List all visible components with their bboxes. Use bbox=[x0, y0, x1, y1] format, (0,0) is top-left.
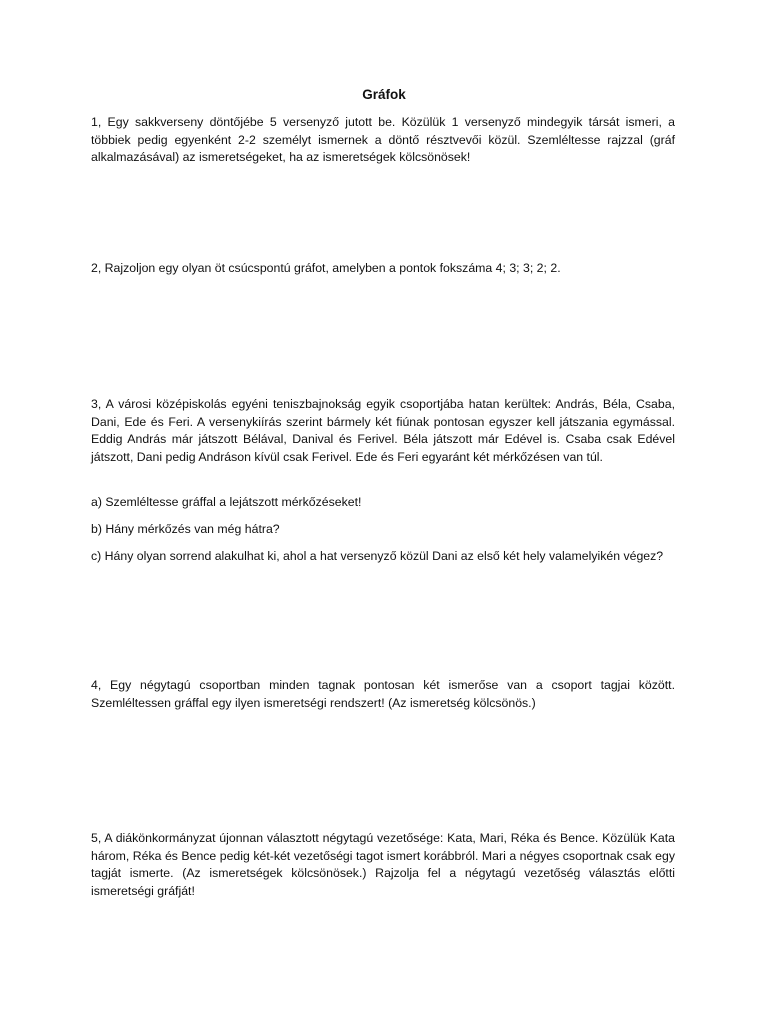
question-3a: a) Szemléltesse gráffal a lejátszott mérkőzéseket! bbox=[91, 495, 362, 509]
question-3b: b) Hány mérkőzés van még hátra? bbox=[91, 522, 280, 536]
question-4: 4, Egy négytagú csoportban minden tagnak pontosan két ismerőse van a csoport tagjai között. Szemléltessen gráffal egy ilyen ismeretségi rendszert! (Az ismeretség kölcsönös.) bbox=[91, 678, 675, 710]
question-3c: c) Hány olyan sorrend alakulhat ki, ahol a hat versenyző közül Dani az első két hely valamelyikén végez? bbox=[91, 549, 664, 563]
question-5: 5, A diákönkormányzat újonnan választott négytagú vezetősége: Kata, Mari, Réka és Bence. Közülük Kata három, Réka és Bence pedig két-két vezetőségi tagot ismert korábbról. Mari a négyes csoportnak csak egy tagját ismerte. (Az ismeretségek kölcsönösek.) Rajzolja fel a négytagú vezetőség választás előtti ismeretségi gráfját! bbox=[91, 831, 675, 898]
question-1: 1, Egy sakkverseny döntőjébe 5 versenyző jutott be. Közülük 1 versenyző mindegyik társát ismeri, a többiek pedig egyenként 2-2 személyt ismernek a döntő résztvevői közül. Szemléltesse rajzzal (gráf alkalmazásával) az ismeretségeket, ha az ismeretségek kölcsönösek! bbox=[91, 115, 675, 165]
page-title: Gráfok bbox=[362, 87, 406, 102]
question-3: 3, A városi középiskolás egyéni teniszbajnokság egyik csoportjába hatan kerültek: András, Béla, Csaba, Dani, Ede és Feri. A versenykiírás szerint bármely két fiúnak pontosan egyszer kell játszania egymással. Eddig András már játszott Bélával, Danival és Ferivel. Béla játszott már Edével is. Csaba csak Edével játszott, Dani pedig Andráson kívül csak Ferivel. Ede és Feri egyaránt két mérkőzésen van túl. bbox=[91, 397, 675, 464]
question-2: 2, Rajzoljon egy olyan öt csúcspontú gráfot, amelyben a pontok fokszáma 4; 3; 3; 2; 2. bbox=[91, 261, 561, 275]
